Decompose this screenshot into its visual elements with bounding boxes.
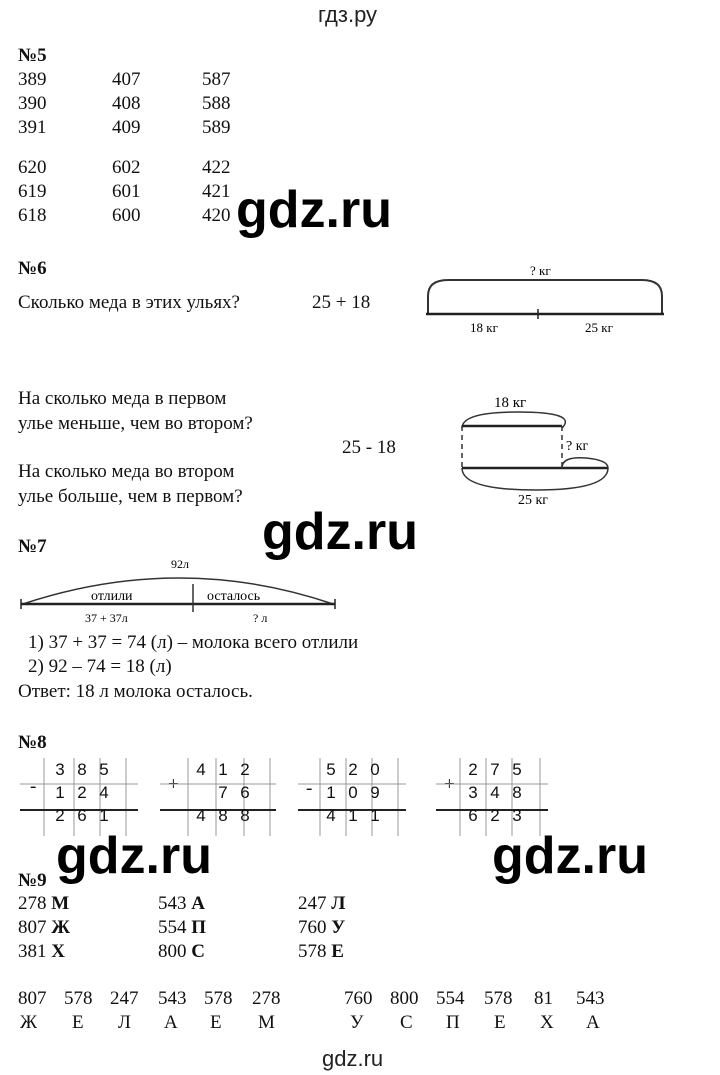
diagram2-bottom-label: 25 кг [518, 493, 549, 507]
site-header: гдз.ру [318, 2, 378, 27]
task6-title: №6 [18, 258, 47, 279]
watermark: gdz.ru [56, 827, 212, 885]
task9-key-col3: 247 Л 760 У 578 Е [298, 893, 346, 962]
task9-key-col1: 278 М 807 Ж 381 Х [18, 893, 71, 962]
task8-col4-sign: + [444, 774, 455, 795]
diagram1-left-label: 18 кг [470, 320, 498, 335]
diagram2-top-label: 18 кг [494, 395, 527, 411]
task8-col1-digits: 3 8 5 1 2 4 2 6 1 [55, 759, 109, 825]
task6-question1: Сколько меда в этих ульях? [18, 292, 240, 313]
task8-title: №8 [18, 732, 47, 753]
footer-watermark: gdz.ru [322, 1046, 384, 1071]
task8-col2-digits: 4 1 2 7 6 4 8 8 [196, 759, 250, 825]
task6-question2-line2: улье меньше, чем во втором? [18, 413, 253, 434]
watermark: gdz.ru [262, 503, 418, 561]
task7-left-label: отлили [91, 589, 133, 604]
task8-col1-sign: - [30, 776, 37, 797]
task9-key-col2: 543 А 554 П 800 С [158, 893, 207, 962]
task7-step1: 1) 37 + 37 = 74 (л) – молока всего отлили [28, 632, 359, 653]
task7-right-below-label: ? л [253, 611, 268, 625]
task5-g2-col2: 602 601 600 [112, 157, 141, 226]
task5-g2-col1: 620 619 618 [18, 157, 47, 226]
task5-title: №5 [18, 45, 47, 66]
task7-diagram [15, 556, 345, 628]
task5-g1-col3: 587 588 589 [202, 69, 231, 138]
watermark: gdz.ru [492, 827, 648, 885]
task6-expression1: 25 + 18 [312, 292, 371, 313]
watermark: gdz.ru [236, 181, 392, 239]
task7-answer: Ответ: 18 л молока осталось. [18, 681, 253, 702]
task6-expression2: 25 - 18 [342, 437, 396, 458]
task8-col4-digits: 2 7 5 3 4 8 6 2 3 [468, 759, 522, 825]
task8-col2-sign: + [168, 774, 179, 795]
task7-left-below-label: 37 + 37л [85, 611, 128, 625]
diagram1-right-label: 25 кг [585, 320, 613, 335]
task9-title: №9 [18, 870, 47, 891]
task6-diagram1 [420, 258, 670, 338]
task7-right-label: осталось [207, 589, 261, 604]
task6-question2-line1: На сколько меда в первом [18, 388, 227, 409]
task6-question3-line1: На сколько меда во втором [18, 461, 235, 482]
diagram2-right-label: ? кг [566, 439, 589, 454]
task8-col3-sign: - [306, 778, 313, 799]
task5-g2-col3: 422 421 420 [202, 157, 231, 226]
task8-col3-digits: 5 2 0 1 0 9 4 1 1 [326, 759, 380, 825]
task7-total-label: 92л [171, 557, 189, 571]
task5-g1-col1: 389 390 391 [18, 69, 47, 138]
task7-title: №7 [18, 536, 47, 557]
task6-question3-line2: улье больше, чем в первом? [18, 486, 243, 507]
task6-diagram2 [448, 392, 618, 507]
diagram1-top-label: ? кг [530, 263, 551, 278]
task7-step2: 2) 92 – 74 = 18 (л) [28, 656, 172, 677]
task5-g1-col2: 407 408 409 [112, 69, 141, 138]
